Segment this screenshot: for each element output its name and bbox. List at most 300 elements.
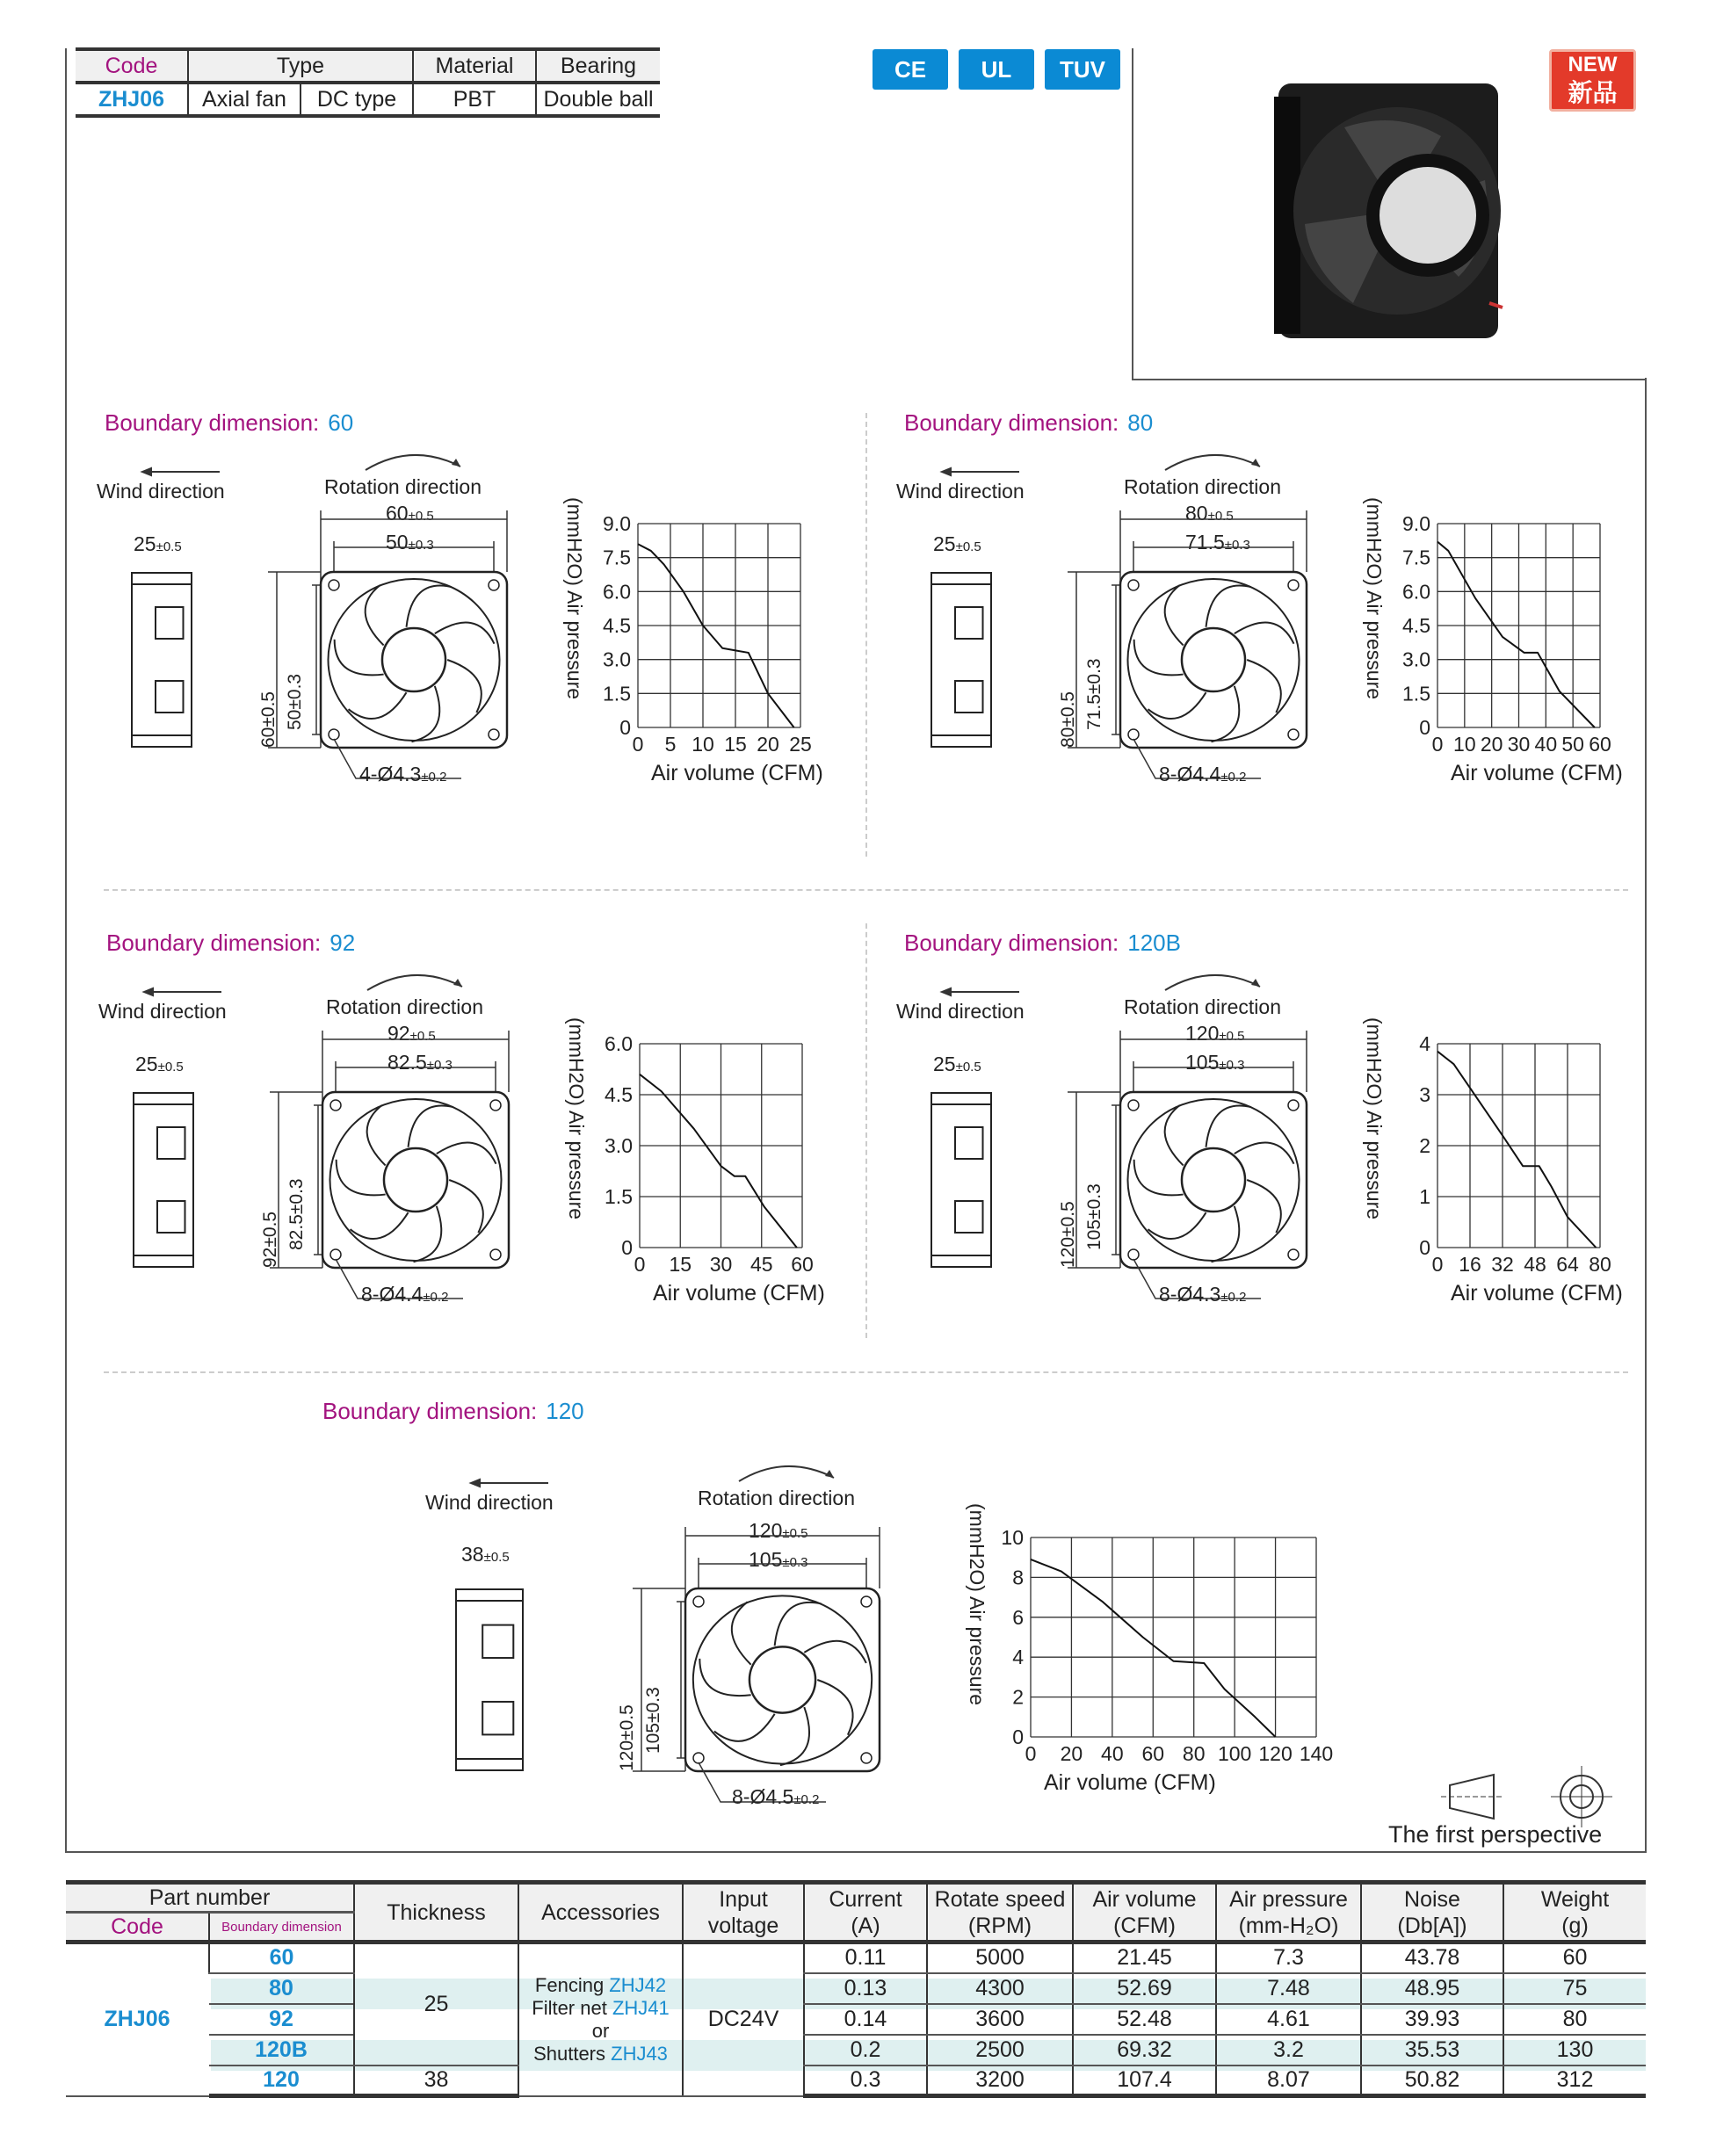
pressure-volume-chart [1394, 1026, 1609, 1291]
weight-cell: 60 [1503, 1943, 1646, 1973]
y-tick-label: 6.0 [603, 580, 631, 604]
section-title-label: Boundary dimension: [904, 409, 1119, 436]
x-tick-label: 100 [1217, 1742, 1252, 1765]
new-label: NEW [1568, 53, 1618, 76]
rpm-cell: 2500 [927, 2035, 1073, 2066]
side-outline [456, 1589, 523, 1770]
header-rpm [927, 1883, 1073, 1943]
dim-value: 92 [387, 1022, 410, 1045]
x-tick-label: 140 [1299, 1742, 1334, 1765]
side-strut [955, 1201, 983, 1233]
dim-tolerance: ±0.3 [426, 1058, 453, 1073]
volume-cell: 69.32 [1073, 2035, 1216, 2066]
section-title [904, 409, 1153, 437]
vertical-inner-dim: 105±0.3 [643, 1687, 663, 1754]
y-tick-label: 4 [1419, 1032, 1430, 1055]
x-tick-label: 10 [692, 733, 714, 756]
mounting-hole [1288, 1249, 1299, 1260]
dim-tolerance: ±0.5 [955, 1060, 981, 1074]
arrow-line [942, 988, 1019, 995]
mounting-hole-dim [732, 1785, 819, 1809]
ce-badge: CE [873, 49, 948, 90]
vertical-outer-dim: 80±0.5 [1058, 691, 1078, 748]
side-strut [482, 1625, 513, 1658]
dim-value: 25 [933, 532, 956, 555]
arrow-arc [739, 1466, 834, 1481]
spec-table [66, 1880, 1646, 2098]
section-title-label: Boundary dimension: [322, 1398, 538, 1424]
header-line: Input [719, 1886, 768, 1912]
header-weight [1503, 1883, 1646, 1943]
mounting-hole [861, 1596, 872, 1607]
table-row [66, 2035, 1646, 2066]
rpm-cell: 5000 [927, 1943, 1073, 1973]
thickness-cell: 38 [354, 2066, 518, 2096]
dim-tolerance: ±0.3 [408, 538, 434, 553]
header-line: Current [829, 1886, 902, 1912]
dim-tolerance: ±0.2 [421, 770, 447, 785]
section-title-label: Boundary dimension: [105, 409, 320, 436]
y-tick-label: 2 [1419, 1134, 1430, 1157]
wind-direction-label: Wind direction [425, 1491, 554, 1514]
side-strut [156, 607, 184, 639]
mounting-hole [693, 1753, 704, 1763]
wind-direction-label: Wind direction [896, 1000, 1025, 1023]
rotation-arrow-icon [1163, 451, 1269, 472]
header-thickness: Thickness [354, 1883, 518, 1943]
y-tick-label: 0 [1012, 1726, 1024, 1748]
wind-arrow-icon [141, 467, 220, 476]
mounting-hole-dim [361, 1283, 448, 1306]
vertical-inner-dim: 50±0.3 [285, 673, 305, 730]
boundary-cell: 60 [209, 1943, 354, 1973]
arrow-arc [366, 455, 460, 470]
side-strut [955, 681, 983, 713]
y-axis-label: (mmH2O) Air pressure [1363, 1017, 1386, 1220]
rpm-cell: 4300 [927, 1973, 1073, 2004]
y-tick-label: 0 [621, 1236, 633, 1259]
section-title-value: 80 [1127, 409, 1154, 436]
x-tick-label: 45 [749, 1253, 773, 1276]
x-axis-label: Air volume (CFM) [653, 1281, 825, 1306]
side-strut [157, 1127, 185, 1159]
x-tick-label: 120 [1258, 1742, 1293, 1765]
fan-hub [382, 628, 445, 691]
header-bearing: Bearing [536, 49, 660, 83]
y-tick-label: 3 [1419, 1083, 1430, 1106]
vertical-inner-dim: 82.5±0.3 [286, 1178, 307, 1250]
weight-cell: 130 [1503, 2035, 1646, 2066]
y-tick-label: 3.0 [1402, 648, 1430, 671]
y-tick-label: 6 [1012, 1605, 1024, 1629]
thickness-dim [461, 1543, 510, 1566]
arrow-line [942, 468, 1019, 475]
noise-cell: 43.78 [1361, 1943, 1503, 1973]
type-dc: DC type [301, 83, 413, 116]
mounting-hole [329, 729, 339, 740]
mounting-hole [1128, 1249, 1139, 1260]
vertical-outer-dim: 120±0.5 [1058, 1201, 1078, 1268]
pressure-curve [1437, 1052, 1596, 1248]
x-tick-label: 40 [1101, 1742, 1124, 1765]
dim-value: 8-Ø4.3 [1159, 1283, 1221, 1306]
section-title-value: 60 [328, 409, 354, 436]
dim-value: 25 [135, 1053, 158, 1075]
weight-cell: 312 [1503, 2066, 1646, 2096]
x-tick-label: 5 [664, 733, 677, 756]
y-tick-label: 7.5 [1402, 546, 1430, 569]
y-axis-label: (mmH2O) Air pressure [1363, 497, 1386, 700]
section-title [322, 1398, 584, 1425]
side-outline [931, 1093, 991, 1267]
wind-direction-label: Wind direction [97, 480, 225, 503]
section-120b [896, 930, 1695, 1351]
fan-hub [749, 1646, 815, 1712]
current-cell: 0.11 [804, 1943, 927, 1973]
pressure-cell: 8.07 [1216, 2066, 1361, 2096]
y-tick-label: 9.0 [603, 512, 631, 535]
weight-cell: 80 [1503, 2004, 1646, 2035]
vertical-outer-dim: 120±0.5 [617, 1704, 637, 1771]
y-tick-label: 1.5 [605, 1185, 633, 1208]
x-tick-label: 64 [1556, 1253, 1579, 1276]
dim-tolerance: ±0.3 [782, 1555, 808, 1570]
x-tick-label: 25 [789, 733, 812, 756]
side-outline [931, 573, 991, 747]
wind-direction-label: Wind direction [896, 480, 1025, 503]
dim-tolerance: ±0.5 [157, 1060, 184, 1074]
dim-tolerance: ±0.2 [793, 1792, 820, 1807]
rotation-arrow-icon [366, 971, 471, 992]
section-title-value: 92 [329, 930, 356, 956]
y-tick-label: 0 [619, 716, 631, 739]
spec-table-wrap [66, 1880, 1646, 2098]
divider [104, 889, 1628, 891]
x-tick-label: 20 [757, 733, 779, 756]
noise-cell: 39.93 [1361, 2004, 1503, 2035]
x-axis-label: Air volume (CFM) [1044, 1770, 1216, 1795]
rotation-direction-label: Rotation direction [1124, 475, 1281, 498]
thickness-dim [933, 1053, 981, 1076]
dim-tolerance: ±0.5 [409, 1029, 436, 1044]
table-row [66, 2066, 1646, 2096]
side-strut [157, 1201, 185, 1233]
section-60 [97, 409, 895, 831]
header-code: Code [105, 54, 158, 78]
mounting-hole [490, 1249, 501, 1260]
section-title [106, 930, 355, 957]
arrow-arc [1165, 975, 1260, 990]
fan-hub [1182, 1148, 1245, 1212]
arrow-arc [367, 975, 462, 990]
x-tick-label: 80 [1589, 1253, 1611, 1276]
x-tick-label: 80 [1182, 1742, 1206, 1765]
y-axis-label: (mmH2O) Air pressure [565, 1017, 588, 1220]
wind-direction-label: Wind direction [98, 1000, 227, 1023]
x-tick-label: 30 [1507, 733, 1531, 756]
y-tick-label: 3.0 [603, 648, 631, 671]
header-line: (CFM) [1113, 1913, 1176, 1938]
side-view-drawing [931, 1092, 992, 1268]
acc-label: or [591, 2019, 610, 2042]
x-tick-label: 0 [1431, 733, 1444, 756]
arrow-line [471, 1480, 548, 1487]
header-air-pressure [1216, 1883, 1361, 1943]
x-tick-label: 20 [1060, 1742, 1083, 1765]
header-material: Material [413, 49, 536, 83]
mounting-hole-dim [359, 763, 446, 786]
x-tick-label: 48 [1524, 1253, 1546, 1276]
side-view-drawing [931, 572, 992, 748]
x-tick-label: 0 [1025, 1742, 1037, 1765]
x-tick-label: 32 [1491, 1253, 1514, 1276]
mounting-hole [693, 1596, 704, 1607]
mounting-hole [489, 580, 499, 590]
current-cell: 0.2 [804, 2035, 927, 2066]
acc-code: ZHJ42 [609, 1973, 667, 1996]
pressure-cell: 3.2 [1216, 2035, 1361, 2066]
mounting-hole [490, 1100, 501, 1111]
product-type-table [76, 47, 660, 118]
dim-tolerance: ±0.5 [1219, 1029, 1245, 1044]
y-axis-label: (mmH2O) Air pressure [563, 497, 586, 700]
header-line: (A) [851, 1913, 880, 1938]
mounting-hole [861, 1753, 872, 1763]
code-value: ZHJ06 [98, 87, 165, 112]
side-outline [132, 573, 192, 747]
section-title-label: Boundary dimension: [904, 930, 1119, 956]
side-strut [955, 1127, 983, 1159]
header-air-volume [1073, 1883, 1216, 1943]
header-line: (Db[A]) [1397, 1913, 1467, 1938]
x-axis-label: Air volume (CFM) [1451, 1281, 1623, 1306]
volume-cell: 107.4 [1073, 2066, 1216, 2096]
x-tick-label: 0 [1431, 1253, 1444, 1276]
x-axis-label: Air volume (CFM) [651, 761, 823, 785]
pressure-curve [638, 544, 794, 727]
rotation-arrow-icon [364, 451, 469, 472]
volume-cell: 52.48 [1073, 2004, 1216, 2035]
thickness-dim [135, 1053, 184, 1076]
rpm-cell: 3600 [927, 2004, 1073, 2035]
dim-tolerance: ±0.5 [1207, 509, 1234, 524]
wind-arrow-icon [940, 988, 1019, 996]
acc-label: Fencing [534, 1973, 610, 1996]
side-strut [955, 607, 983, 639]
current-cell: 0.14 [804, 2004, 927, 2035]
arrow-line [144, 988, 221, 995]
x-tick-label: 10 [1453, 733, 1476, 756]
x-tick-label: 0 [632, 733, 644, 756]
vertical-inner-dim: 105±0.3 [1084, 1183, 1104, 1250]
header-line: Air pressure [1229, 1886, 1348, 1912]
mounting-hole [1128, 1100, 1139, 1111]
divider [104, 1371, 1628, 1373]
dim-value: 120 [749, 1519, 783, 1542]
y-tick-label: 0 [1419, 1236, 1430, 1259]
pressure-volume-chart [1394, 506, 1609, 771]
x-tick-label: 0 [634, 1253, 646, 1276]
boundary-cell: 120B [209, 2035, 354, 2066]
perspective-label: The first perspective [1388, 1821, 1603, 1848]
mounting-hole-dim [1159, 1283, 1246, 1306]
ul-badge: UL [959, 49, 1034, 90]
current-cell: 0.13 [804, 1973, 927, 2004]
y-tick-label: 7.5 [603, 546, 631, 569]
vertical-inner-dim: 71.5±0.3 [1084, 658, 1104, 730]
dim-tolerance: ±0.5 [156, 539, 182, 554]
x-tick-label: 60 [1589, 733, 1611, 756]
dim-tolerance: ±0.5 [955, 539, 981, 554]
pressure-curve [640, 1074, 797, 1248]
y-tick-label: 2 [1012, 1685, 1024, 1709]
dim-value: 25 [933, 1053, 956, 1075]
frame-left-border [65, 48, 67, 1853]
thickness-cell: 25 [354, 1943, 518, 2066]
thickness-dim [134, 532, 182, 556]
header-boundary: Boundary dimension [209, 1913, 354, 1943]
y-tick-label: 8 [1012, 1566, 1024, 1589]
pressure-cell: 7.48 [1216, 1973, 1361, 2004]
vertical-outer-dim: 60±0.5 [258, 691, 279, 748]
section-title [105, 409, 353, 437]
dim-value: 80 [1185, 502, 1208, 525]
first-angle-projection-icon [1441, 1766, 1617, 1827]
x-tick-label: 50 [1561, 733, 1584, 756]
x-tick-label: 20 [1480, 733, 1503, 756]
dim-value: 8-Ø4.5 [732, 1785, 794, 1808]
new-product-badge [1549, 49, 1636, 112]
pressure-volume-chart [594, 506, 812, 771]
bearing-value: Double ball [536, 83, 660, 116]
wind-arrow-icon [469, 1479, 548, 1487]
header-current [804, 1883, 927, 1943]
header-line: Weight [1540, 1886, 1610, 1912]
mounting-hole [329, 580, 339, 590]
dim-tolerance: ±0.3 [1219, 1058, 1245, 1073]
y-axis-label: (mmH2O) Air pressure [966, 1503, 988, 1706]
dim-value: 71.5 [1185, 531, 1225, 553]
acc-label: Shutters [533, 2042, 612, 2065]
side-outline [134, 1093, 193, 1267]
dim-tolerance: ±0.3 [1224, 538, 1250, 553]
x-tick-label: 30 [709, 1253, 733, 1276]
pressure-cell: 4.61 [1216, 2004, 1361, 2035]
rotation-direction-label: Rotation direction [698, 1487, 855, 1509]
x-tick-label: 16 [1459, 1253, 1481, 1276]
boundary-cell: 80 [209, 1973, 354, 2004]
header-type: Type [188, 49, 413, 83]
dim-value: 25 [134, 532, 156, 555]
mounting-hole [489, 729, 499, 740]
y-tick-label: 10 [1001, 1526, 1024, 1549]
dim-value: 8-Ø4.4 [361, 1283, 424, 1306]
mounting-hole [1128, 580, 1139, 590]
header-line: (mm-H₂O) [1238, 1913, 1339, 1938]
table-row [66, 1943, 1646, 1973]
material-value: PBT [413, 83, 536, 116]
header-line: Rotate speed [934, 1886, 1066, 1912]
x-tick-label: 40 [1534, 733, 1558, 756]
dim-value: 38 [461, 1543, 484, 1566]
pressure-cell: 7.3 [1216, 1943, 1361, 1973]
dim-tolerance: ±0.5 [782, 1526, 808, 1541]
pressure-curve [1437, 542, 1595, 727]
header-input-voltage [683, 1883, 804, 1943]
arrow-line [142, 468, 220, 475]
noise-cell: 48.95 [1361, 1973, 1503, 2004]
mounting-hole-dim [1159, 763, 1246, 786]
pressure-volume-chart [987, 1520, 1334, 1781]
boundary-cell: 92 [209, 2004, 354, 2035]
section-title-value: 120B [1127, 930, 1181, 956]
rotation-direction-label: Rotation direction [1124, 995, 1281, 1018]
dim-value: 8-Ø4.4 [1159, 763, 1221, 785]
dim-value: 4-Ø4.3 [359, 763, 422, 785]
header-line: (g) [1561, 1913, 1589, 1938]
dim-tolerance: ±0.2 [1220, 770, 1247, 785]
mounting-hole [330, 1249, 341, 1260]
dim-value: 120 [1185, 1022, 1220, 1045]
voltage-cell: DC24V [683, 1943, 804, 2096]
section-title [904, 930, 1181, 957]
section-title-value: 120 [546, 1398, 584, 1424]
header-line: Noise [1404, 1886, 1460, 1912]
header-noise [1361, 1883, 1503, 1943]
acc-code: ZHJ41 [612, 1996, 670, 2019]
y-tick-label: 4.5 [603, 614, 631, 637]
dim-tolerance: ±0.2 [1220, 1290, 1247, 1305]
x-tick-label: 15 [669, 1253, 692, 1276]
section-80 [896, 409, 1695, 831]
mounting-hole [1288, 729, 1299, 740]
y-tick-label: 3.0 [605, 1134, 633, 1157]
y-tick-label: 6.0 [1402, 580, 1430, 604]
mounting-hole [1128, 729, 1139, 740]
code-cell: ZHJ06 [66, 1943, 209, 2096]
dim-value: 50 [386, 531, 409, 553]
type-fan: Axial fan [188, 83, 301, 116]
x-tick-label: 60 [791, 1253, 814, 1276]
noise-cell: 35.53 [1361, 2035, 1503, 2066]
new-label-cn: 新品 [1568, 79, 1618, 106]
table-row [66, 2004, 1646, 2035]
x-tick-label: 60 [1141, 1742, 1165, 1765]
volume-cell: 21.45 [1073, 1943, 1216, 1973]
header-line: voltage [707, 1913, 779, 1938]
wind-arrow-icon [142, 988, 221, 996]
header-line: Air volume [1092, 1886, 1197, 1912]
vertical-outer-dim: 92±0.5 [260, 1211, 280, 1268]
side-view-drawing [131, 572, 192, 748]
thickness-dim [933, 532, 981, 556]
rotation-direction-label: Rotation direction [326, 995, 483, 1018]
side-view-drawing [455, 1588, 524, 1771]
y-tick-label: 1 [1419, 1185, 1430, 1208]
acc-label: Filter net [532, 1996, 612, 2019]
x-tick-label: 15 [724, 733, 747, 756]
noise-cell: 50.82 [1361, 2066, 1503, 2096]
x-axis-label: Air volume (CFM) [1451, 761, 1623, 785]
table-row [66, 1973, 1646, 2004]
dim-value: 82.5 [387, 1051, 427, 1074]
dim-tolerance: ±0.5 [483, 1550, 510, 1565]
mounting-hole [1288, 1100, 1299, 1111]
section-120 [322, 1398, 1334, 1820]
frame-bottom-border [65, 1851, 1647, 1853]
arrow-arc [1165, 455, 1260, 470]
section-92 [98, 930, 897, 1351]
